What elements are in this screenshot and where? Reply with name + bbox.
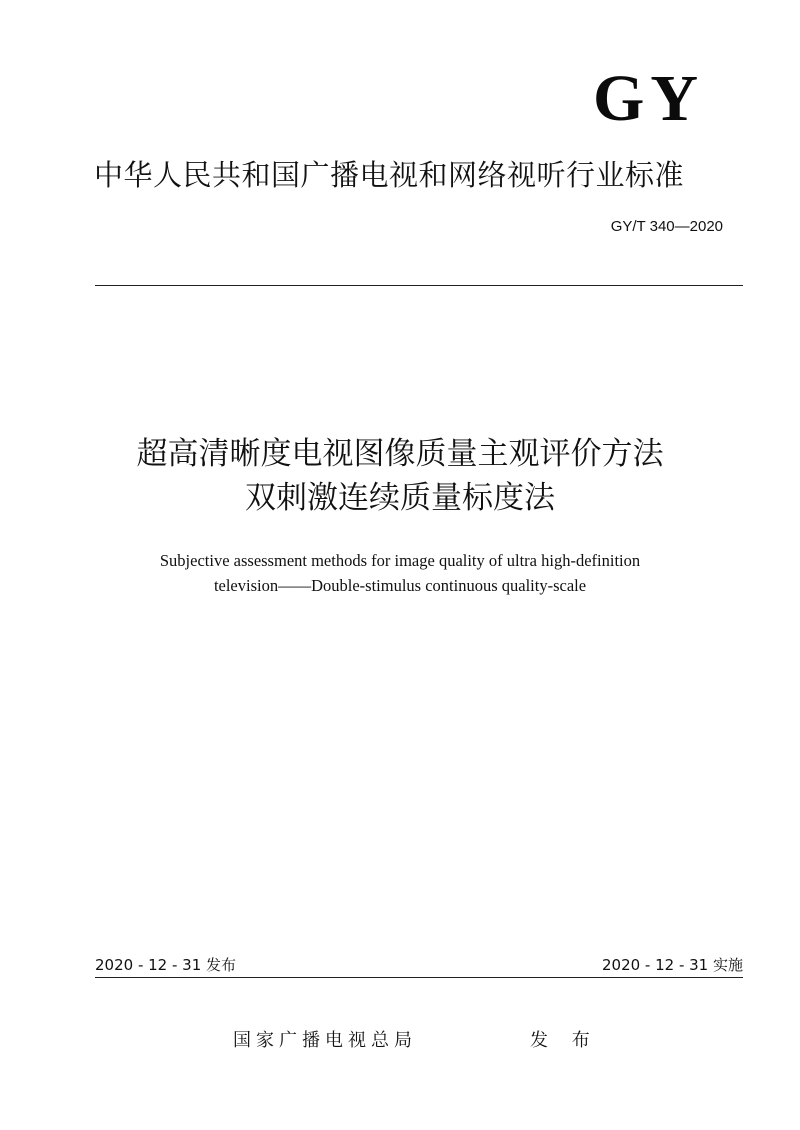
title-en-line-1: Subjective assessment methods for image quality of ultra high-definition [159,551,641,570]
implementation-date: 2020 - 12 - 31 实施 [601,956,743,974]
title-en-line-2: television——Double-stimulus continuous quality-scale [213,576,587,595]
standard-category: 中华人民共和国广播电视和网络视听行业标准 [94,158,685,192]
issuing-authority: 国家广播电视总局 [233,1030,417,1051]
issue-word: 发 布 [530,1030,599,1051]
standard-logo: GY [593,62,704,135]
title-cn-line-1: 超高清晰度电视图像质量主观评价方法 [136,436,664,472]
top-divider [95,285,743,286]
title-cn-line-2: 双刺激连续质量标度法 [245,480,555,516]
bottom-divider [95,977,743,978]
standard-number: GY/T 340—2020 [610,218,723,235]
issue-date: 2020 - 12 - 31 发布 [95,956,237,974]
